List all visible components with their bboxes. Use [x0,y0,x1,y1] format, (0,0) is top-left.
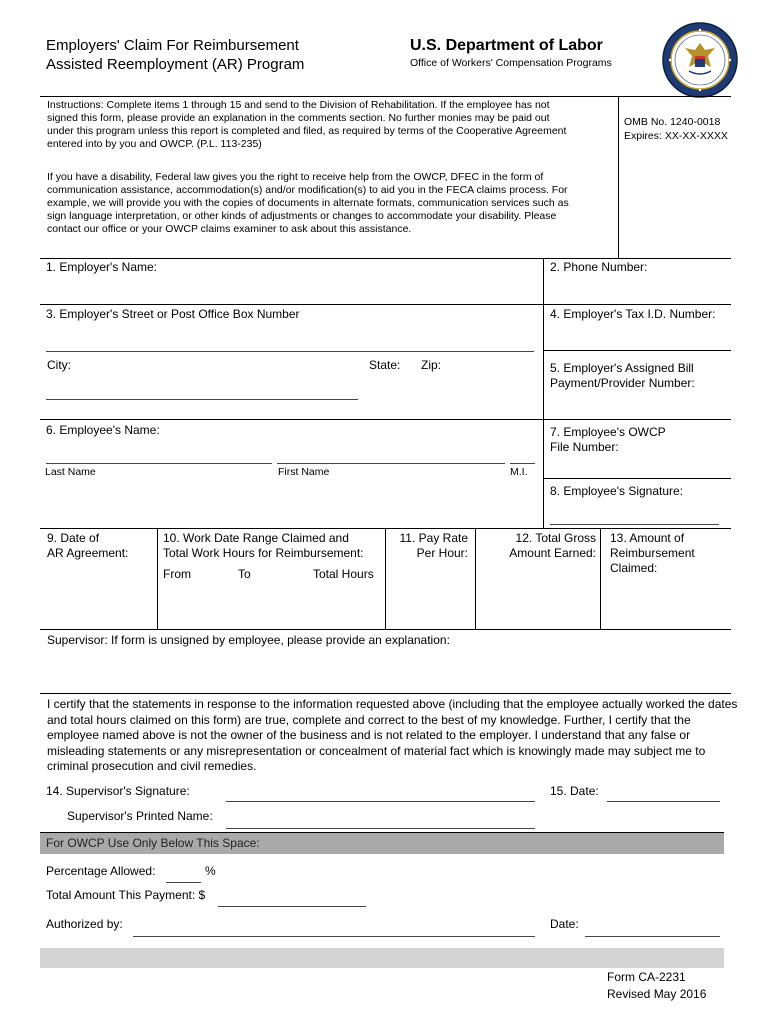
certification-text: I certify that the statements in response to the information requested above (including that the employee actually worked the dates and total hours claimed on this form) are true, complete and correct to the best of my knowledge. Further, I certify that the employee named above is not the owner of the business and is not related to the employer. I understand that any false or misleading statements or any misrepresentation or concealment of material fact which is knowingly made may subject me to criminal prosecution and civil remedies. [47,697,738,773]
zip-input[interactable] [421,376,531,390]
ar-agreement-date-label: 9. Date of AR Agreement: [47,531,129,560]
first-name-input[interactable] [277,446,503,460]
form-title-line1: Employers' Claim For Reimbursement [46,37,299,54]
supervisor-explanation-label: Supervisor: If form is unsigned by employee, please provide an explanation: [47,633,450,647]
city-input[interactable] [46,382,356,396]
printed-name-label: Supervisor's Printed Name: [67,809,213,823]
omb-number: OMB No. 1240-0018 [624,116,721,128]
omb-expiration: Expires: XX-XX-XXXX [624,130,728,142]
phone-number-input[interactable] [550,280,725,294]
owcp-date-label: Date: [550,917,579,931]
bottom-gray-bar [40,948,724,968]
department-seal-logo [661,21,739,99]
to-label: To [238,567,251,581]
employer-street-label: 3. Employer's Street or Post Office Box Number [46,307,300,321]
percent-sign: % [205,864,216,878]
work-date-range-label: 10. Work Date Range Claimed and Total Work Hours for Reimbursement: [163,531,364,560]
date-15-label: 15. Date: [550,784,599,798]
percentage-allowed-input[interactable] [166,867,200,881]
middle-initial-caption: M.I. [510,466,528,478]
employer-street-input[interactable] [46,333,532,347]
authorized-by-label: Authorized by: [46,917,123,931]
last-name-input[interactable] [46,446,270,460]
date-15-input[interactable] [607,786,719,800]
supervisor-signature-line[interactable] [226,801,535,802]
tax-id-label: 4. Employer's Tax I.D. Number: [550,307,716,321]
form-number: Form CA-2231 [607,970,686,984]
pay-rate-label: 11. Pay Rate Per Hour: [399,531,468,560]
employer-name-label: 1. Employer's Name: [46,260,157,274]
total-hours-label: Total Hours [313,567,374,581]
authorized-by-line[interactable] [133,936,535,937]
employee-signature-label: 8. Employee's Signature: [550,484,684,498]
zip-label: Zip: [421,358,442,372]
total-amount-input[interactable] [218,891,364,905]
agency-name: U.S. Department of Labor [410,37,603,54]
form-revised-date: Revised May 2016 [607,987,707,1001]
employee-signature-line[interactable] [550,524,719,525]
last-name-caption: Last Name [45,466,96,478]
instructions-text: Instructions: Complete items 1 through 15 and send to the Division of Rehabilitation. If the employee has not signed this form, please provide an explanation in the comments section. No further monies may be paid out under this program unless this report is completed and filed, as required by terms of the Cooperative Agreement entered into by you and OWCP. (P.L. 113-235) [47,99,567,150]
owcp-file-number-label: 7. Employee's OWCP File Number: [550,425,666,454]
state-label: State: [369,358,401,372]
printed-name-input[interactable] [226,812,534,826]
employer-name-input[interactable] [46,280,536,294]
owcp-banner-text: For OWCP Use Only Below This Space: [46,836,260,850]
bill-payment-label: 5. Employer's Assigned Bill Payment/Provider Number: [550,361,695,390]
owcp-use-only-banner [40,832,724,854]
first-name-caption: First Name [278,466,330,478]
owcp-date-input[interactable] [585,920,719,934]
state-input[interactable] [369,376,414,390]
total-gross-label: 12. Total Gross Amount Earned: [509,531,596,560]
employee-name-label: 6. Employee's Name: [46,423,160,437]
form-title-line2: Assisted Reemployment (AR) Program [46,56,305,73]
percentage-allowed-label: Percentage Allowed: [46,864,156,878]
middle-initial-input[interactable] [510,446,534,460]
tax-id-input[interactable] [550,328,725,342]
from-label: From [163,567,191,581]
disability-notice-text: If you have a disability, Federal law gives you the right to receive help from the OWCP, DFEC in the form of communication assistance, accommodation(s) and/or modification(s) to aid you in the FECA claims process. For example, we will provide you with the copies of documents in alternate formats, communication services such as sign language interpretation, or other kinds of adjustments or changes to accommodate your disability. Please contact our office or your OWCP claims examiner to ask about this assistance. [47,171,569,235]
amount-claimed-label: 13. Amount of Reimbursement Claimed: [610,531,695,575]
supervisor-signature-label: 14. Supervisor's Signature: [46,784,190,798]
total-amount-label: Total Amount This Payment: $ [46,888,206,902]
city-label: City: [47,358,71,372]
supervisor-explanation-input[interactable] [46,656,726,686]
office-name: Office of Workers' Compensation Programs [410,57,612,69]
phone-number-label: 2. Phone Number: [550,260,648,274]
